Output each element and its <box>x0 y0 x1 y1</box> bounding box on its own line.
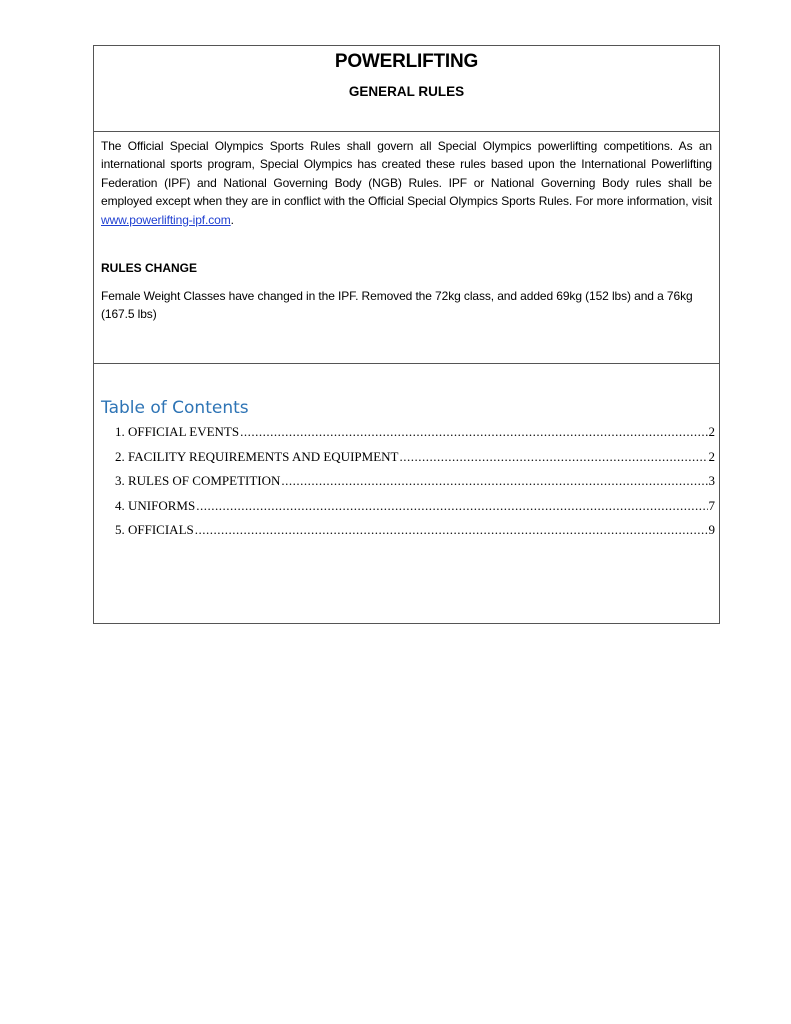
rules-change-text: Female Weight Classes have changed in the IPF. Removed the 72kg class, and added 69kg (152 lbs) and a 76kg (167.5 lbs) <box>101 289 693 322</box>
toc-dot-leader <box>399 449 707 465</box>
toc-dot-leader <box>240 424 707 440</box>
toc-entry-officials[interactable] <box>115 522 715 547</box>
toc-entry-uniforms[interactable] <box>115 498 715 523</box>
toc-page-number: 2 <box>708 424 715 439</box>
toc-dot-leader <box>281 473 707 489</box>
intro-text-end: . <box>230 212 234 227</box>
intro-text: The Official Special Olympics Sports Rules shall govern all Special Olympics powerlifting competitions. As an international sports program, Special Olympics has created these rules based upon the International Powerlifting Federation (IPF) and National Governing Body (NGB) Rules. IPF or National Governing Body rules shall be employed except when they are in conflict with the Official Special Olympics Sports Rules. For more information, visit <box>101 139 712 209</box>
toc-dot-leader <box>196 498 707 514</box>
page-subtitle: GENERAL RULES <box>348 84 465 99</box>
intro-paragraph <box>101 137 712 229</box>
toc-list <box>115 424 715 547</box>
intro-cell <box>94 132 719 364</box>
toc-page-number: 9 <box>708 522 715 537</box>
content-table <box>93 45 720 624</box>
header-cell <box>94 46 719 132</box>
toc-entry-label: 2. FACILITY REQUIREMENTS AND EQUIPMENT <box>115 448 399 464</box>
toc-dot-leader <box>195 522 708 538</box>
toc-page-number: 3 <box>708 473 715 488</box>
toc-entry-label: 5. OFFICIALS <box>115 522 194 537</box>
ipf-website-link[interactable]: www.powerlifting-ipf.com <box>101 212 231 227</box>
toc-page-number: 2 <box>708 448 715 464</box>
toc-entry-rules-of-competition[interactable] <box>115 473 715 498</box>
toc-entry-label: 3. RULES OF COMPETITION <box>115 473 281 488</box>
toc-entry-label: 4. UNIFORMS <box>115 497 196 513</box>
toc-entry-official-events[interactable] <box>115 424 715 449</box>
toc-cell <box>94 364 719 623</box>
toc-heading: Table of Contents <box>101 398 249 418</box>
toc-entry-label: 1. OFFICIAL EVENTS <box>115 424 240 439</box>
toc-entry-facility-requirements[interactable] <box>115 449 715 474</box>
toc-page-number: 7 <box>708 497 715 513</box>
page-title: POWERLIFTING <box>334 51 479 72</box>
rules-change-heading: RULES CHANGE <box>101 261 198 275</box>
